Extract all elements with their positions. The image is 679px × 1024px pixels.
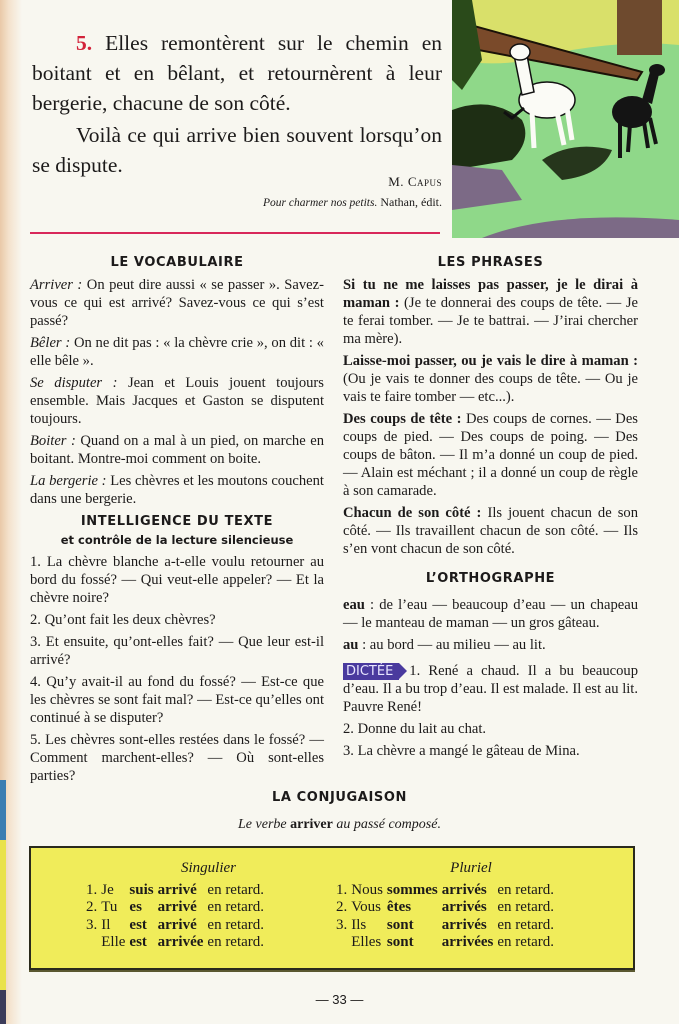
plural-column [336,860,606,952]
paragraph-number: 5. [76,31,93,55]
participle: arrivées [441,934,494,950]
au-examples: : au bord — au milieu — au lit. [362,637,546,653]
conjugation-row [86,882,268,900]
participle: arrivée [157,934,204,950]
vocab-definition: Jean et Louis jouent toujours ensemble. Mais Jacques et Gaston se disputent toujours. [30,375,324,427]
complement: en retard. [207,899,265,915]
participle: arrivé [157,881,197,898]
pronoun: Ils [351,916,367,933]
vocab-definition: Quand on a mal à un pied, on marche en boitant. Montre-moi comment on boite. [30,433,324,467]
dictee-line: 3. La chèvre a mangé le gâteau de Mina. [343,743,580,759]
pronoun: Vous [351,899,381,915]
auxiliary: es [129,899,142,915]
auxiliary: est [129,916,147,933]
phrases-section [343,254,638,558]
edge-tab-yellow [0,840,6,990]
page-number: — 33 — [315,992,364,1007]
subtitle-pre: Le verbe [238,817,287,832]
vocab-entry [30,432,324,468]
person-number: 2. [336,899,348,915]
conjugation-table [29,846,635,970]
participle: arrivé [157,899,197,915]
pronoun: Nous [351,881,383,898]
phrase-examples: (Ou je vais te donner des coups de tête. — Ou je vais te faire tomber — etc...). [343,371,638,405]
vocab-entry [30,472,324,508]
dictee-line: 2. Donne du lait au chat. [343,721,487,737]
story-paragraph-1 [32,28,442,118]
story-paragraph-2: Voilà ce qui arrive bien souvent lorsqu’on se dispute. [32,123,442,177]
auxiliary: suis [129,881,154,898]
pronoun: Tu [101,899,118,915]
phrase-key: Chacun de son côté : [343,505,482,521]
vocab-term: Bêler : [30,335,71,351]
plural-label: Pluriel [450,860,492,876]
intelligence-heading: INTELLIGENCE DU TEXTE [80,514,274,529]
complement: en retard. [207,916,265,933]
source-citation [263,195,442,210]
vocab-entry [30,276,324,330]
participle: arrivé [157,916,197,933]
subtitle-verb: arriver [290,817,333,832]
tree-trunk-right [617,0,662,55]
author-name: Capus [407,174,442,189]
participle: arrivés [441,899,487,915]
au-rule [343,636,638,654]
vocab-definition: Les chèvres et les moutons couchent dans une bergerie. [30,473,324,507]
orthographe-heading: L’ORTHOGRAPHE [425,571,556,586]
dictee-line [343,662,638,716]
vocab-entry [30,374,324,428]
conjugaison-heading: LA CONJUGAISON [272,790,407,805]
story-text [32,28,442,180]
plural-rows [336,882,558,952]
pronoun: Elle [101,934,126,950]
phrase-entry [343,504,638,558]
pronoun: Il [101,916,111,933]
vocab-term: La bergerie : [30,473,107,489]
orthographe-section [343,570,638,760]
singular-column [86,860,331,952]
au-key: au [343,637,359,653]
vocabulaire-heading: LE VOCABULAIRE [110,255,244,270]
question: 4. Qu’y avait-il au fond du fossé? — Est-ce que les chèvres se sont fait mal? — Est-ce qu’elles ont continué à se disputer? [30,674,324,726]
conjugation-row [336,934,558,952]
person-number: 1. [336,881,348,898]
person-number [336,934,351,952]
phrases-heading: LES PHRASES [437,255,544,270]
intelligence-subheading: et contrôle de la lecture silencieuse [60,533,294,547]
story-paragraph-1-text: Elles remontèrent sur le chemin en boitant et en bêlant, et retournèrent à leur bergerie, chacune de son côté. [32,31,443,115]
eau-rule [343,596,638,632]
vocabulaire-section [30,254,324,508]
auxiliary: sont [386,934,414,950]
phrase-entry [343,352,638,406]
phrase-examples: Des coups de cornes. — Des coups de pied. — Des coups de poing. — Des coups de bâton. — Il m’a donné un coup de pied. — Alain est méchant ; il a donné un coup de règle à son camarade. [343,411,638,499]
vocab-term: Arriver : [30,277,83,293]
participle: arrivés [441,881,487,898]
person-number: 2. [86,899,98,915]
participle: arrivés [441,916,487,933]
auxiliary: sont [386,916,414,933]
phrase-key: Si tu ne me laisses pas passer, je le dirai à maman : [343,277,638,311]
phrase-key: Des coups de tête : [343,411,462,427]
author-initial: M. [388,174,405,189]
eau-examples: : de l’eau — beaucoup d’eau — un chapeau — le manteau de maman — un gros gâteau. [343,597,638,631]
dictee-text: 1. René a chaud. Il a bu beaucoup d’eau. Il a bu trop d’eau. Il est malade. Il est au lit. Pauvre René! [343,663,639,715]
phrase-key: Laisse-moi passer, ou je vais le dire à maman : [343,353,638,369]
conjugation-row [336,882,558,900]
subtitle-post: au passé composé. [336,817,441,832]
conjugation-row [86,917,268,935]
phrase-entry [343,276,638,348]
vocab-definition: On peut dire aussi « se passer ». Savez-vous ce qui est arrivé? Savez-vous ce qui s’est passé? [30,277,324,329]
singular-label: Singulier [181,860,236,876]
auxiliary: est [129,934,147,950]
source-title: Pour charmer nos petits. [262,197,378,209]
person-number [86,934,101,952]
person-number: 3. [336,916,348,933]
question: 5. Les chèvres sont-elles restées dans le fossé? — Comment marchent-elles? — Où sont-elles parties? [30,732,324,784]
conjugaison-subtitle [0,817,679,833]
vocab-entry [30,334,324,370]
eau-key: eau [343,597,365,613]
source-publisher: Nathan, édit. [380,195,442,209]
goats-illustration [452,0,679,238]
person-number: 1. [86,881,98,898]
complement: en retard. [497,916,555,933]
complement: en retard. [497,934,555,950]
complement: en retard. [497,899,555,915]
singular-rows [86,882,268,952]
complement: en retard. [207,881,265,898]
vocab-term: Se disputer : [30,375,118,391]
intelligence-section [30,513,324,785]
question: 1. La chèvre blanche a-t-elle voulu retourner au bord du fossé? — Qui veut-elle appeler? — Et la chèvre noire? [30,554,324,606]
conjugation-row [336,917,558,935]
section-divider [30,232,440,234]
pronoun: Elles [351,934,382,950]
auxiliary: êtes [386,899,412,915]
conjugation-row [86,899,268,917]
author [388,174,442,190]
dictee-badge: DICTÉE [343,663,399,680]
auxiliary: sommes [386,881,438,898]
pronoun: Je [101,881,114,898]
person-number: 3. [86,916,98,933]
question: 2. Qu’ont fait les deux chèvres? [30,612,216,628]
complement: en retard. [497,881,555,898]
phrase-entry [343,410,638,500]
complement: en retard. [207,934,265,950]
phrase-examples: (Je te donnerai des coups de tête. — Je te ferai tomber. — Je te battrai. — J’irai chercher ma mère). [343,295,638,347]
phrase-examples: Ils jouent chacun de son côté. — Ils travaillent chacun de son côté. — Ils s’en vont chacun de son côté. [343,505,638,557]
conjugation-row [86,934,268,952]
conjugation-row [336,899,558,917]
question: 3. Et ensuite, qu’ont-elles fait? — Que leur est-il arrivé? [30,634,324,668]
vocab-term: Boiter : [30,433,76,449]
vocab-definition: On ne dit pas : « la chèvre crie », on dit : « elle bêle ». [30,335,324,369]
